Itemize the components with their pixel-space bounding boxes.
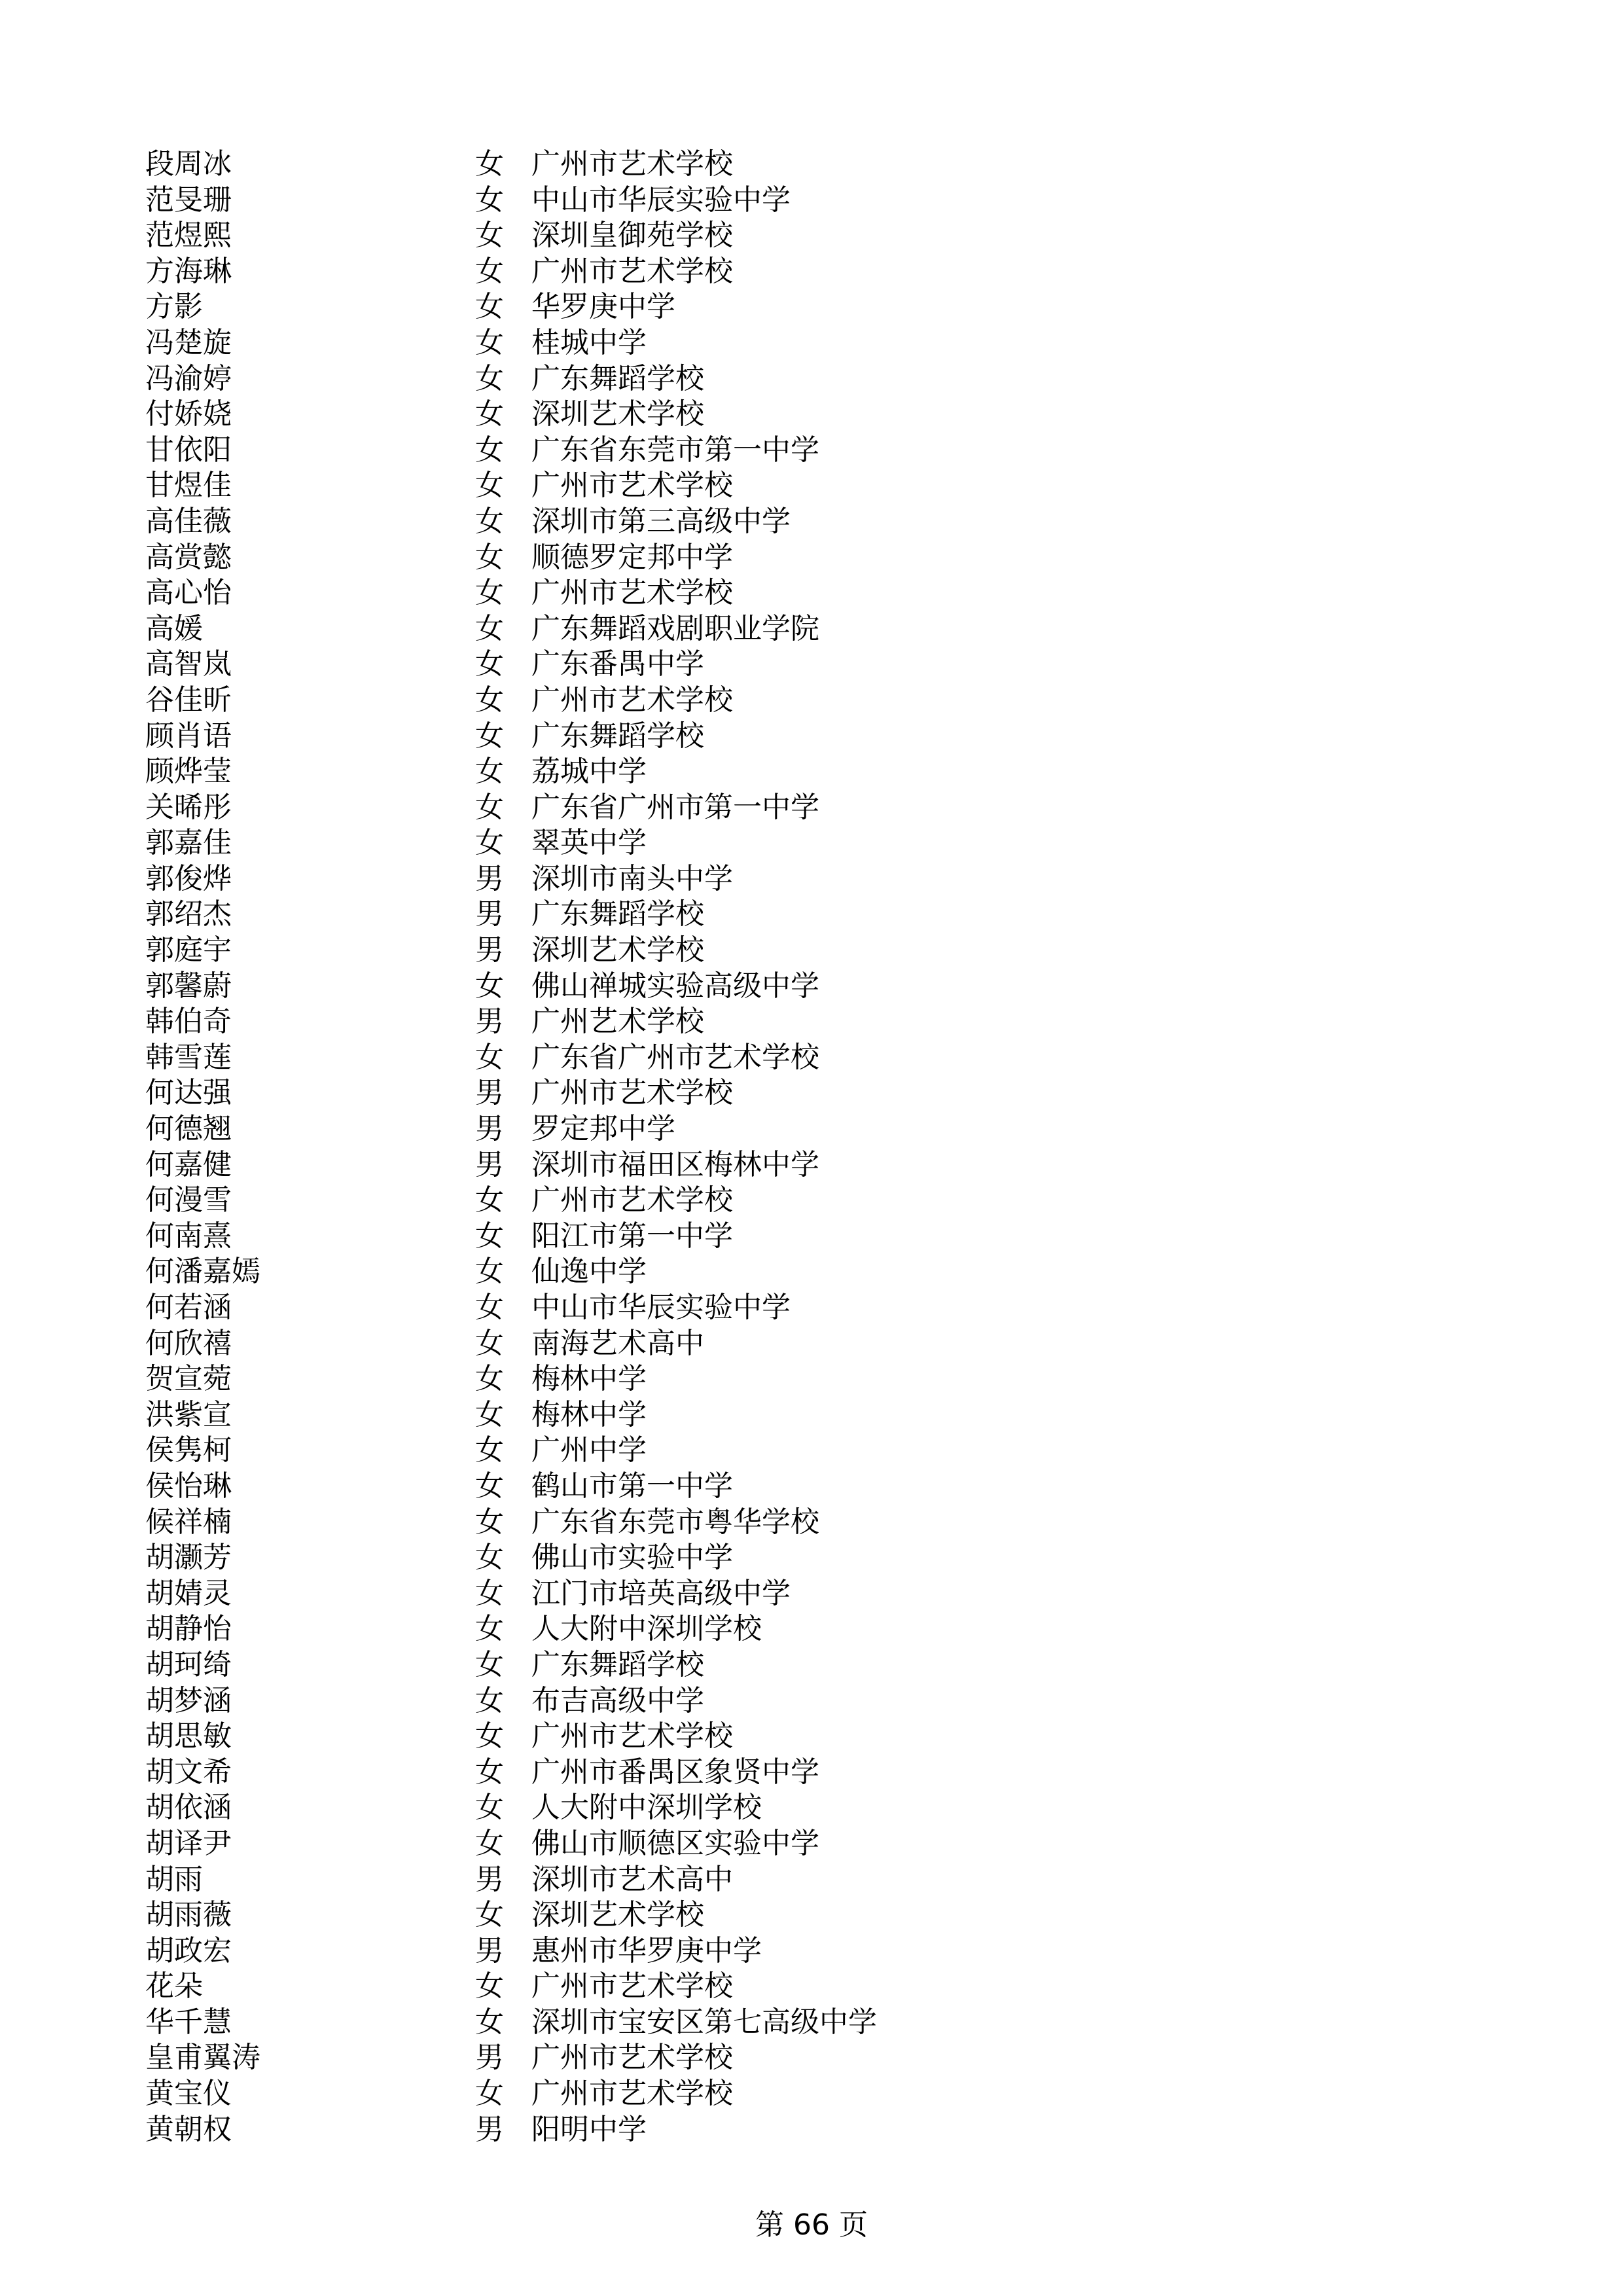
student-gender: 女 (475, 1541, 504, 1575)
roster-row (145, 897, 1389, 933)
student-name: 胡依涵 (145, 1791, 232, 1825)
student-gender: 女 (475, 183, 504, 217)
student-school: 人大附中深圳学校 (531, 1612, 762, 1646)
student-school: 顺德罗定邦中学 (531, 540, 733, 574)
student-school: 广东舞蹈学校 (531, 1647, 704, 1681)
student-school: 翠英中学 (531, 826, 647, 860)
student-name: 胡译尹 (145, 1826, 232, 1860)
student-gender: 女 (475, 1397, 504, 1431)
student-gender: 男 (475, 1933, 504, 1967)
student-name: 范煜熙 (145, 219, 232, 253)
student-name: 高心怡 (145, 576, 232, 610)
student-name: 甘煜佳 (145, 469, 232, 503)
student-school: 桂城中学 (531, 325, 647, 359)
roster-row (145, 254, 1389, 290)
student-school: 广州市艺术学校 (531, 2041, 733, 2075)
student-gender: 女 (475, 683, 504, 717)
student-name: 何达强 (145, 1076, 232, 1110)
student-gender: 女 (475, 1898, 504, 1932)
roster-row (145, 1790, 1389, 1826)
student-name: 胡梦涵 (145, 1683, 232, 1717)
student-name: 顾烨莹 (145, 755, 232, 789)
student-school: 深圳市艺术高中 (531, 1862, 733, 1896)
roster-row (145, 1326, 1389, 1362)
student-gender: 女 (475, 361, 504, 395)
student-gender: 女 (475, 147, 504, 181)
student-gender: 女 (475, 2005, 504, 2039)
student-school: 荔城中学 (531, 755, 647, 789)
student-school: 深圳市南头中学 (531, 861, 733, 895)
student-school: 阳明中学 (531, 2112, 647, 2146)
student-school: 梅林中学 (531, 1397, 647, 1431)
roster-row (145, 1647, 1389, 1683)
roster-row (145, 1719, 1389, 1755)
student-gender: 男 (475, 861, 504, 895)
student-school: 广州市艺术学校 (531, 1969, 733, 2003)
student-name: 黄宝仪 (145, 2077, 232, 2111)
roster-row (145, 1219, 1389, 1255)
student-name: 贺宣菀 (145, 1362, 232, 1396)
student-name: 郭馨蔚 (145, 969, 232, 1003)
roster-row (145, 1576, 1389, 1612)
student-gender: 女 (475, 1219, 504, 1253)
roster-row (145, 611, 1389, 647)
roster-row (145, 1111, 1389, 1147)
student-name: 高媛 (145, 611, 203, 645)
student-name: 冯渝婷 (145, 361, 232, 395)
student-school: 广东省东莞市第一中学 (531, 433, 819, 467)
roster-row (145, 825, 1389, 861)
student-school: 深圳市宝安区第七高级中学 (531, 2005, 877, 2039)
roster-row (145, 504, 1389, 540)
student-gender: 女 (475, 611, 504, 645)
student-name: 胡雨薇 (145, 1898, 232, 1932)
student-name: 何欣禧 (145, 1326, 232, 1360)
student-roster (145, 147, 1389, 2147)
student-name: 方海琳 (145, 254, 232, 288)
roster-row (145, 1433, 1389, 1469)
student-gender: 女 (475, 1612, 504, 1646)
roster-row (145, 1469, 1389, 1505)
roster-row (145, 1540, 1389, 1576)
roster-row (145, 289, 1389, 325)
student-school: 深圳艺术学校 (531, 933, 704, 967)
student-name: 胡婧灵 (145, 1576, 232, 1610)
student-school: 广州中学 (531, 1433, 647, 1467)
student-school: 深圳市福田区梅林中学 (531, 1147, 819, 1181)
student-school: 江门市培英高级中学 (531, 1576, 791, 1610)
student-gender: 男 (475, 1862, 504, 1896)
student-gender: 男 (475, 1147, 504, 1181)
student-school: 广东省广州市艺术学校 (531, 1040, 819, 1074)
roster-row (145, 1862, 1389, 1898)
student-name: 郭庭宇 (145, 933, 232, 967)
student-school: 鹤山市第一中学 (531, 1469, 733, 1503)
student-school: 佛山市顺德区实验中学 (531, 1826, 819, 1860)
roster-row (145, 2005, 1389, 2041)
student-school: 广东番禺中学 (531, 647, 704, 681)
student-gender: 女 (475, 1040, 504, 1074)
roster-row (145, 183, 1389, 219)
student-name: 高智岚 (145, 647, 232, 681)
student-name: 胡灏芳 (145, 1541, 232, 1575)
student-gender: 女 (475, 719, 504, 753)
student-gender: 女 (475, 1362, 504, 1396)
student-name: 顾肖语 (145, 719, 232, 753)
student-school: 广东舞蹈学校 (531, 897, 704, 931)
student-school: 广东舞蹈戏剧职业学院 (531, 611, 819, 645)
roster-row (145, 1004, 1389, 1040)
roster-row (145, 2112, 1389, 2148)
student-school: 广州市艺术学校 (531, 2077, 733, 2111)
roster-row (145, 647, 1389, 683)
student-gender: 女 (475, 790, 504, 824)
roster-row (145, 683, 1389, 719)
student-gender: 女 (475, 1969, 504, 2003)
roster-row (145, 325, 1389, 361)
roster-row (145, 1183, 1389, 1219)
student-gender: 男 (475, 2041, 504, 2075)
student-gender: 女 (475, 433, 504, 467)
student-name: 高佳薇 (145, 504, 232, 538)
student-name: 韩伯奇 (145, 1005, 232, 1039)
student-gender: 女 (475, 1183, 504, 1217)
student-school: 广州市艺术学校 (531, 1076, 733, 1110)
student-gender: 男 (475, 1005, 504, 1039)
roster-row (145, 147, 1389, 183)
student-gender: 女 (475, 397, 504, 431)
student-gender: 女 (475, 254, 504, 288)
roster-row (145, 1969, 1389, 2005)
student-name: 华千慧 (145, 2005, 232, 2039)
student-name: 胡文希 (145, 1755, 232, 1789)
roster-row (145, 2076, 1389, 2112)
student-gender: 女 (475, 1255, 504, 1289)
student-gender: 女 (475, 755, 504, 789)
student-school: 布吉高级中学 (531, 1683, 704, 1717)
student-gender: 女 (475, 1791, 504, 1825)
student-school: 中山市华辰实验中学 (531, 183, 791, 217)
roster-row (145, 397, 1389, 433)
student-gender: 女 (475, 2077, 504, 2111)
student-name: 花朵 (145, 1969, 203, 2003)
student-gender: 女 (475, 1326, 504, 1360)
student-gender: 女 (475, 576, 504, 610)
student-name: 侯隽柯 (145, 1433, 232, 1467)
student-name: 段周冰 (145, 147, 232, 181)
student-gender: 女 (475, 1291, 504, 1324)
student-gender: 女 (475, 540, 504, 574)
roster-row (145, 1040, 1389, 1076)
student-school: 深圳皇御苑学校 (531, 219, 733, 253)
student-name: 侯怡琳 (145, 1469, 232, 1503)
student-gender: 女 (475, 1719, 504, 1753)
student-name: 胡静怡 (145, 1612, 232, 1646)
student-name: 冯楚旋 (145, 325, 232, 359)
student-gender: 女 (475, 1505, 504, 1539)
student-school: 深圳艺术学校 (531, 397, 704, 431)
student-school: 广州艺术学校 (531, 1005, 704, 1039)
student-gender: 女 (475, 1683, 504, 1717)
student-name: 郭嘉佳 (145, 826, 232, 860)
student-school: 广州市艺术学校 (531, 254, 733, 288)
student-school: 广东省广州市第一中学 (531, 790, 819, 824)
student-name: 付娇娆 (145, 397, 232, 431)
student-school: 惠州市华罗庚中学 (531, 1933, 762, 1967)
roster-row (145, 433, 1389, 469)
roster-row (145, 1897, 1389, 1933)
roster-row (145, 2040, 1389, 2076)
roster-row (145, 754, 1389, 790)
student-gender: 男 (475, 1112, 504, 1146)
student-gender: 女 (475, 969, 504, 1003)
student-name: 范旻珊 (145, 183, 232, 217)
roster-row (145, 1147, 1389, 1183)
student-name: 韩雪莲 (145, 1040, 232, 1074)
roster-row (145, 1755, 1389, 1791)
student-name: 何漫雪 (145, 1183, 232, 1217)
roster-row (145, 1290, 1389, 1326)
roster-row (145, 790, 1389, 826)
roster-row (145, 861, 1389, 897)
student-name: 何嘉健 (145, 1147, 232, 1181)
student-school: 梅林中学 (531, 1362, 647, 1396)
student-name: 谷佳昕 (145, 683, 232, 717)
student-school: 佛山市实验中学 (531, 1541, 733, 1575)
student-school: 广州市艺术学校 (531, 683, 733, 717)
roster-row (145, 719, 1389, 755)
roster-row (145, 1361, 1389, 1397)
student-name: 何潘嘉嫣 (145, 1255, 260, 1289)
roster-row (145, 1254, 1389, 1290)
student-school: 广州市艺术学校 (531, 1719, 733, 1753)
student-gender: 女 (475, 1576, 504, 1610)
student-name: 洪紫宣 (145, 1397, 232, 1431)
student-school: 南海艺术高中 (531, 1326, 704, 1360)
student-gender: 女 (475, 469, 504, 503)
student-school: 广东舞蹈学校 (531, 719, 704, 753)
student-school: 佛山禅城实验高级中学 (531, 969, 819, 1003)
student-name: 胡思敏 (145, 1719, 232, 1753)
roster-row (145, 361, 1389, 397)
student-school: 广州市番禺区象贤中学 (531, 1755, 819, 1789)
student-school: 罗定邦中学 (531, 1112, 675, 1146)
student-name: 甘依阳 (145, 433, 232, 467)
page-number: 第 66 页 (755, 2208, 868, 2242)
roster-row (145, 540, 1389, 576)
student-school: 阳江市第一中学 (531, 1219, 733, 1253)
roster-row (145, 1505, 1389, 1541)
student-school: 华罗庚中学 (531, 290, 675, 324)
student-gender: 女 (475, 504, 504, 538)
student-gender: 女 (475, 1755, 504, 1789)
roster-row (145, 1397, 1389, 1433)
student-gender: 女 (475, 1433, 504, 1467)
student-school: 中山市华辰实验中学 (531, 1291, 791, 1324)
roster-row (145, 1933, 1389, 1969)
student-name: 何南熹 (145, 1219, 232, 1253)
student-gender: 男 (475, 1076, 504, 1110)
student-name: 黄朝权 (145, 2112, 232, 2146)
student-name: 胡珂绮 (145, 1647, 232, 1681)
student-school: 深圳艺术学校 (531, 1898, 704, 1932)
student-gender: 男 (475, 897, 504, 931)
student-gender: 女 (475, 1647, 504, 1681)
student-name: 高赏懿 (145, 540, 232, 574)
student-gender: 女 (475, 1469, 504, 1503)
student-school: 广东省东莞市粤华学校 (531, 1505, 819, 1539)
roster-row (145, 933, 1389, 969)
student-name: 候祥楠 (145, 1505, 232, 1539)
roster-row (145, 1611, 1389, 1647)
student-gender: 男 (475, 933, 504, 967)
roster-row (145, 1826, 1389, 1862)
student-school: 人大附中深圳学校 (531, 1791, 762, 1825)
student-gender: 女 (475, 219, 504, 253)
student-name: 何若涵 (145, 1291, 232, 1324)
roster-row (145, 218, 1389, 254)
student-school: 广州市艺术学校 (531, 576, 733, 610)
student-name: 方影 (145, 290, 203, 324)
roster-row (145, 468, 1389, 504)
student-name: 胡政宏 (145, 1933, 232, 1967)
roster-row (145, 575, 1389, 611)
student-name: 何德翘 (145, 1112, 232, 1146)
student-name: 胡雨 (145, 1862, 203, 1896)
student-school: 广州市艺术学校 (531, 147, 733, 181)
roster-row (145, 969, 1389, 1005)
student-gender: 女 (475, 826, 504, 860)
student-gender: 女 (475, 290, 504, 324)
student-school: 深圳市第三高级中学 (531, 504, 791, 538)
student-school: 广州市艺术学校 (531, 1183, 733, 1217)
student-school: 仙逸中学 (531, 1255, 647, 1289)
student-gender: 男 (475, 2112, 504, 2146)
student-name: 皇甫翼涛 (145, 2041, 260, 2075)
student-name: 关晞彤 (145, 790, 232, 824)
roster-row (145, 1683, 1389, 1719)
student-name: 郭俊烨 (145, 861, 232, 895)
student-school: 广州市艺术学校 (531, 469, 733, 503)
student-gender: 女 (475, 647, 504, 681)
student-gender: 女 (475, 1826, 504, 1860)
roster-row (145, 1075, 1389, 1111)
student-gender: 女 (475, 325, 504, 359)
student-name: 郭绍杰 (145, 897, 232, 931)
student-school: 广东舞蹈学校 (531, 361, 704, 395)
